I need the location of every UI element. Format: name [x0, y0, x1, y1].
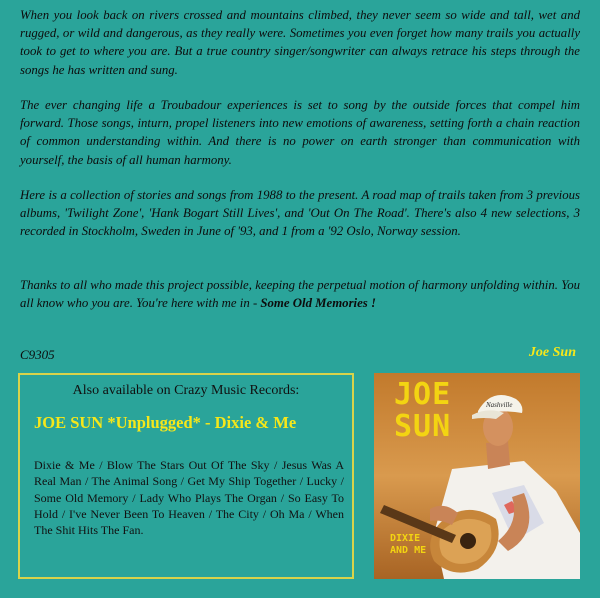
promo-heading: Also available on Crazy Music Records:	[72, 383, 300, 398]
troubadour-paragraph	[20, 96, 580, 169]
collection-text: Here is a collection of stories and songs from 1988 to the present. A road map of trails taken from 3 previous albums, 'Twilight Zone', 'Hank Bogart Still Lives', and 'Out On The Road'. There's also 4 new selections, 3 recorded in Stockholm, Sweden in June of '93, and 1 from a '92 Oslo, Norway session.	[20, 188, 580, 239]
cover-title-line2: SUN	[394, 409, 452, 444]
album-name-emphasis: Some Old Memories !	[260, 296, 376, 311]
troubadour-text: The ever changing life a Troubadour experiences is set to song by the outside forces that compel him forward. Those songs, inturn, propel listeners into new emotions of awareness, setting forth a chain reaction of common understanding within. And there is no power on earth stronger than communication with yourself, the basis of all human harmony.	[20, 98, 580, 167]
cover-subtitle	[390, 533, 426, 557]
promo-box	[18, 373, 354, 579]
album-cover	[374, 373, 580, 579]
cover-subtitle-line2: AND ME	[390, 545, 427, 556]
thanks-text: Thanks to all who made this project possible, keeping the perpetual motion of harmony unfolding within. You all know who you are. You're here with me in -	[20, 278, 580, 311]
intro-text: When you look back on rivers crossed and mountains climbed, they never seem so wide and tall, wet and rugged, or wild and dangerous, as they really were. Sometimes you even forget how many trails you actually took to get to where you are. But a true country singer/songwriter can always retrace his steps through the songs he has written and sung.	[20, 8, 580, 77]
intro-paragraph	[20, 6, 580, 79]
promo-track-list: Dixie & Me / Blow The Stars Out Of The Sky / Jesus Was A Real Man / The Animal Song / Get My Ship Together / Lucky / Some Old Memory / Lady Who Plays The Organ / So Easy To Hold / I've Never Been To Heaven / The City / Oh Ma / When The Shit Hits The Fan.	[34, 458, 344, 538]
cover-title-line1: JOE	[394, 377, 452, 412]
thanks-paragraph	[20, 276, 580, 312]
cap-label: Nashville	[486, 401, 513, 409]
cover-title	[394, 379, 451, 443]
collection-paragraph	[20, 186, 580, 241]
promo-album-title: JOE SUN *Unplugged* - Dixie & Me	[34, 413, 297, 432]
cover-subtitle-line1: DIXIE	[390, 533, 421, 544]
artist-signature: Joe Sun	[528, 345, 576, 360]
catalog-number: C9305	[20, 347, 55, 362]
